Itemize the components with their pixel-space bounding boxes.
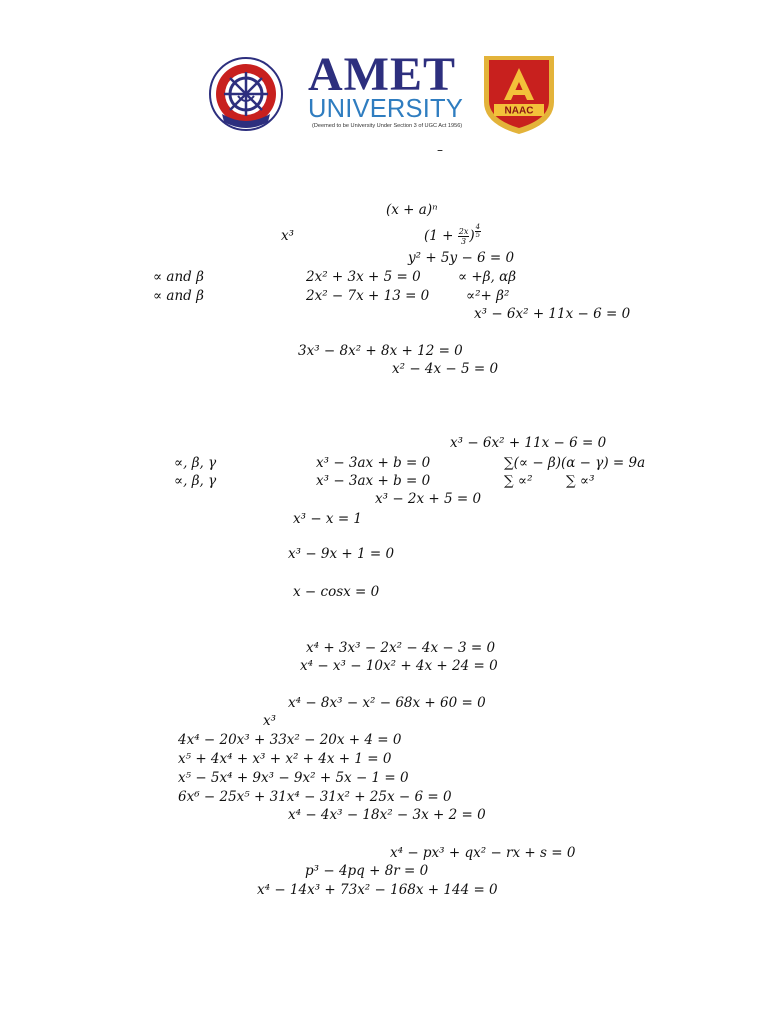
target-expression: ∑ ∝³ <box>566 473 595 489</box>
brand-sub: UNIVERSITY <box>308 95 464 123</box>
equation: 2x² + 3x + 5 = 0 <box>306 269 421 285</box>
equation: x³ − 3ax + b = 0 <box>316 455 431 471</box>
condition-equation: p³ − 4pq + 8r = 0 <box>305 863 429 879</box>
cubic-equation: 3x³ − 8x² + 8x + 12 = 0 <box>298 343 463 359</box>
brand-name: AMET <box>308 48 456 101</box>
cubic-equation: x³ − x = 1 <box>293 511 363 527</box>
target-expression: ∑ ∝² <box>504 473 533 489</box>
target-expression: ∝²+ β² <box>466 288 510 304</box>
target-expression: ∑(∝ − β)(α − γ) = 9a <box>504 455 646 471</box>
x-cubed-term: x³ <box>263 713 277 729</box>
quadratic-1: y² + 5y − 6 = 0 <box>408 250 515 266</box>
quartic-equation: x⁴ + 3x³ − 2x² − 4x − 3 = 0 <box>306 640 496 656</box>
cubic-equation: x³ − 6x² + 11x − 6 = 0 <box>474 306 631 322</box>
sextic-equation: 6x⁶ − 25x⁵ + 31x⁴ − 31x² + 25x − 6 = 0 <box>178 789 452 805</box>
transcendental-equation: x − cosx = 0 <box>293 584 380 600</box>
roots-label: ∝ and β <box>153 269 204 285</box>
svg-text:NAAC: NAAC <box>504 105 534 117</box>
quartic-equation: x⁴ − px³ + qx² − rx + s = 0 <box>390 845 576 861</box>
roots-label: ∝, β, γ <box>174 473 217 489</box>
target-expression: ∝ +β, αβ <box>458 269 517 285</box>
brand-tagline: (Deemed to be University Under Section 3 of UGC Act 1956) <box>312 123 463 129</box>
quartic-equation: 4x⁴ − 20x³ + 33x² − 20x + 4 = 0 <box>178 732 402 748</box>
cubic-equation: x³ − 2x + 5 = 0 <box>375 491 482 507</box>
series-expression: (1 + $\frac{2x}{3}$ ) $^{\frac{4}{5}}$ <box>424 223 481 246</box>
quartic-equation: x⁴ − 4x³ − 18x² − 3x + 2 = 0 <box>288 807 486 823</box>
quartic-equation: x⁴ − x³ − 10x² + 4x + 24 = 0 <box>300 658 498 674</box>
quintic-equation: x⁵ − 5x⁴ + 9x³ − 9x² + 5x − 1 = 0 <box>178 770 409 786</box>
equation: x³ − 3ax + b = 0 <box>316 473 431 489</box>
separator: – <box>437 143 443 157</box>
x-cubed-term: x³ <box>281 228 295 244</box>
cubic-equation: x³ − 9x + 1 = 0 <box>288 546 395 562</box>
cubic-equation: x³ − 6x² + 11x − 6 = 0 <box>450 435 607 451</box>
equation: 2x² − 7x + 13 = 0 <box>306 288 430 304</box>
roots-label: ∝ and β <box>153 288 204 304</box>
binomial: (x + a)ⁿ <box>386 202 438 218</box>
naac-badge-logo <box>480 50 558 136</box>
amet-seal-logo <box>208 56 284 132</box>
quintic-equation: x⁵ + 4x⁴ + x³ + x² + 4x + 1 = 0 <box>178 751 392 767</box>
quartic-equation: x⁴ − 8x³ − x² − 68x + 60 = 0 <box>288 695 486 711</box>
roots-label: ∝, β, γ <box>174 455 217 471</box>
quartic-equation: x⁴ − 14x³ + 73x² − 168x + 144 = 0 <box>257 882 498 898</box>
quadratic-2: x² − 4x − 5 = 0 <box>392 361 499 377</box>
